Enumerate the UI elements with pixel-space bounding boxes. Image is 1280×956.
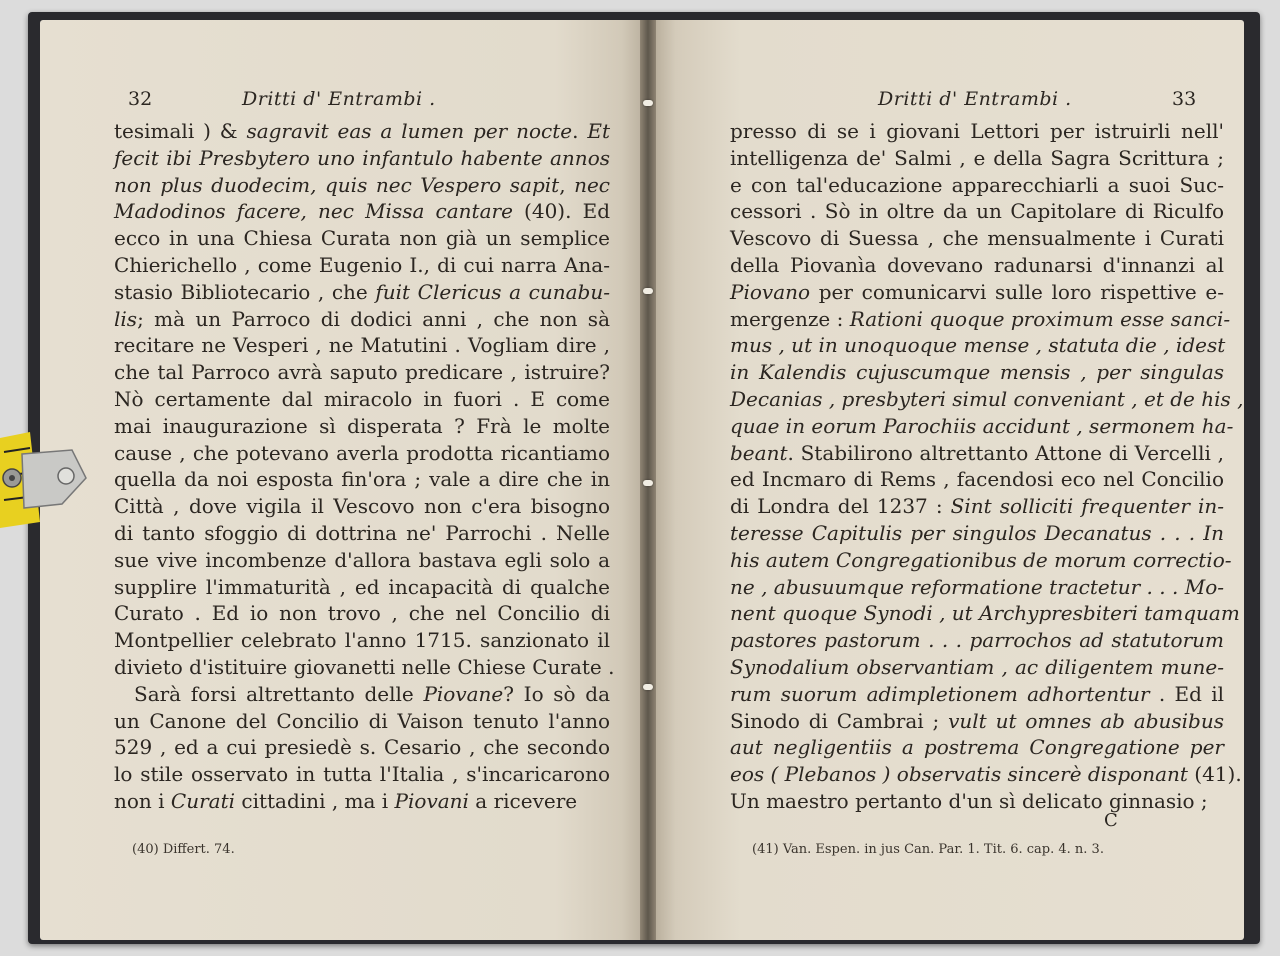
text-line: supplire l'immaturità , ed incapacità di qualche — [114, 574, 610, 599]
binding-stitch — [643, 480, 653, 486]
text-line: tesimali ) & sagravit eas a lumen per nocte. Et — [114, 119, 610, 143]
text-line: recitare ne Vesperi , ne Matutini . Vogliam dire , — [114, 333, 610, 358]
text-line: cause , che potevano averla prodotta ricantiamo — [114, 440, 610, 465]
text-line: aut negligentiis a postrema Congregatione per — [730, 735, 1224, 760]
text-line: e con tal'educazione apparecchiarli a suoi Suc- — [730, 172, 1224, 197]
text-line: della Piovanìa dovevano radunarsi d'innanzi al — [730, 252, 1224, 277]
right-page — [652, 20, 1244, 940]
left-page-text — [114, 118, 615, 815]
text-line: che tal Parroco avrà saputo predicare , istruire? — [114, 360, 610, 385]
text-line: ed Incmaro di Rems , facendosi eco nel Concilio — [730, 467, 1224, 492]
running-head-left: Dritti d' Entrambi . — [242, 88, 436, 110]
page-number-right: 33 — [1172, 88, 1197, 110]
footnote-right: (41) Van. Espen. in jus Can. Par. 1. Tit. 6. cap. 4. n. 3. — [752, 842, 1104, 857]
text-line: teresse Capitulis per singulos Decanatus . . . In — [730, 520, 1224, 545]
text-line: divieto d'istituire giovanetti nelle Chiese Curate . — [114, 654, 615, 679]
text-line: beant. Stabilirono altrettanto Attone di Vercelli , — [730, 440, 1224, 465]
text-line: Chierichello , come Eugenio I., di cui narra Ana- — [114, 252, 610, 277]
text-line: Synodalium observantiam , ac diligentem mune- — [730, 654, 1224, 679]
text-line: quella da noi esposta fin'ora ; vale a dire che in — [114, 467, 610, 492]
right-page-text — [730, 118, 1244, 815]
binding-stitch — [643, 288, 653, 294]
text-line: stasio Bibliotecario , che fuit Clericus a cunabu- — [114, 279, 610, 304]
text-line: 529 , ed a cui presiedè s. Cesario , che secondo — [114, 735, 610, 760]
text-line: di Londra del 1237 : Sint solliciti frequenter in- — [730, 494, 1224, 519]
binding-stitch — [643, 100, 653, 106]
text-line: fecit ibi Presbytero uno infantulo habente annos — [114, 145, 610, 170]
page-number-left: 32 — [128, 88, 153, 110]
text-line: Vescovo di Suessa , che mensualmente i Curati — [730, 226, 1224, 251]
text-line: sue vive incombenze d'allora bastava egli solo a — [114, 547, 610, 572]
text-line: cessori . Sò in oltre da un Capitolare di Riculfo — [730, 199, 1224, 224]
text-line: di tanto sfoggio di dottrina ne' Parrochi . Nelle — [114, 520, 610, 545]
text-line: lo stile osservato in tutta l'Italia , s'incaricarono — [114, 762, 610, 787]
signature-mark: C — [1104, 810, 1118, 831]
text-line: Sarà forsi altrettanto delle Piovane? Io sò da — [134, 681, 610, 706]
footnote-left: (40) Differt. 74. — [132, 842, 235, 857]
text-line: presso di se i giovani Lettori per istruirli nell' — [730, 119, 1224, 143]
text-line: Sinodo di Cambrai ; vult ut omnes ab abusibus — [730, 708, 1224, 733]
binding-stitch — [643, 684, 653, 690]
text-line: Piovano per comunicarvi sulle loro rispettive e- — [730, 279, 1224, 304]
text-line: rum suorum adimpletionem adhortentur . Ed il — [730, 681, 1225, 706]
text-line: Nò certamente dal miracolo in fuori . E come — [114, 386, 610, 411]
text-line: non plus duodecim, quis nec Vespero sapit, nec — [114, 172, 610, 197]
text-line: ne , abusuumque reformatione tractetur . . . Mo- — [730, 574, 1224, 599]
text-line: nent quoque Synodi , ut Archypresbiteri tamquam — [730, 601, 1240, 626]
text-line: ecco in una Chiesa Curata non già un semplice — [114, 226, 610, 251]
text-line: his autem Congregationibus de morum correctio- — [730, 547, 1232, 572]
text-line: eos ( Plebanos ) observatis sincerè disponant (41). — [730, 762, 1242, 787]
text-line: Un maestro pertanto d'un sì delicato ginnasio ; — [730, 788, 1208, 813]
text-line: in Kalendis cujuscumque mensis , per singulas — [730, 360, 1224, 385]
text-line: lis; mà un Parroco di dodici anni , che non sà — [114, 306, 610, 331]
text-line: mai inaugurazione sì disperata ? Frà le molte — [114, 413, 610, 438]
text-line: Montpellier celebrato l'anno 1715. sanzionato il — [114, 628, 610, 653]
text-line: Città , dove vigila il Vescovo non c'era bisogno — [114, 494, 610, 519]
running-head-right: Dritti d' Entrambi . — [878, 88, 1072, 110]
text-line: un Canone del Concilio di Vaison tenuto l'anno — [114, 708, 610, 733]
text-line: Curato . Ed io non trovo , che nel Concilio di — [114, 601, 610, 626]
text-line: Decanias , presbyteri simul conveniant , et de his , — [730, 386, 1244, 411]
text-line: intelligenza de' Salmi , e della Sagra Scrittura ; — [730, 145, 1224, 170]
text-line: quae in eorum Parochiis accidunt , sermonem ha- — [730, 413, 1234, 438]
text-line: mergenze : Rationi quoque proximum esse sanci- — [730, 306, 1231, 331]
text-line: non i Curati cittadini , ma i Piovani a ricevere — [114, 788, 578, 813]
left-page — [40, 20, 646, 940]
text-line: pastores pastorum . . . parrochos ad statutorum — [730, 628, 1224, 653]
text-line: Madodinos facere, nec Missa cantare (40). Ed — [114, 199, 610, 224]
tape-measure-clip-icon — [0, 432, 92, 528]
text-line: mus , ut in unoquoque mense , statuta die , idest — [730, 333, 1226, 358]
